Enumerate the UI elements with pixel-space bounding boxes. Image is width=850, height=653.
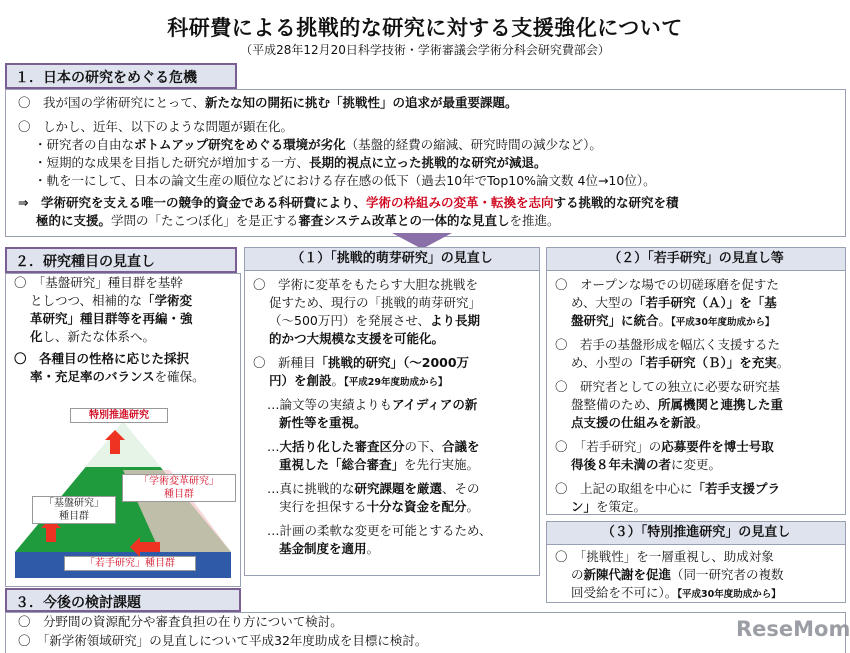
col1-heading: （１）「挑戦的萌芽研究」の見直し [245,248,539,271]
s3-line2: 〇 「新学術領域研究」の見直しについて平成32年度助成を目標に検討。 [18,633,428,648]
s2-line1: 〇 「基盤研究」種目群を基幹 [14,275,183,290]
c1-line9: …大括り化した審査区分の下、合議を [267,439,480,454]
c1-line11: …真に挑戦的な研究課題を厳選、その [267,481,480,496]
s2-line3: 革研究」種目群等を再編・強 [30,311,193,326]
s2-line6: 率・充足率のバランスを確保。 [30,369,205,384]
section1-heading: １．日本の研究をめぐる危機 [5,63,237,89]
c1-line3: （～500万円）を発展させ、より長期 [269,313,480,328]
c2-line10: 得後８年未満の者に変更。 [571,457,722,472]
pyramid-label-top: 特別推進研究 [70,408,168,423]
section2-heading: ２．研究種目の見直し [5,247,237,273]
col3-heading: （３）「特別推進研究」の見直し [547,522,845,545]
page-title: 科研費による挑戦的な研究に対する支援強化について [167,16,683,40]
c3-line1: 〇 「挑戦性」を一層重視し、助成対象 [555,549,774,564]
s2-line2: としつつ、相補的な「学術変 [30,293,193,308]
s2-line5: 〇 各種目の性格に応じた採択 [14,351,190,366]
c2-line8: 点支援の仕組みを新設。 [571,415,709,430]
c1-line2: 促すため、現行の「挑戦的萌芽研究」 [269,295,482,310]
s1-line7: 極的に支援。学問の「たこつぼ化」を是正する審査システム改革との一体的な見直しを推進。 [36,213,560,228]
c2-line2: め、大型の「若手研究（Ａ）」を「基 [571,295,777,310]
col2-box [546,247,846,515]
c1-line8: 新性等を重視。 [279,415,367,430]
c2-line3: 盤研究」に統合。【平成30年度助成から】 [571,313,775,328]
s1-line3: ・研究者の自由なボトムアップ研究をめぐる環境が劣化（基盤的経費の縮減、研究時間の減少など）。 [34,137,602,152]
c1-line7: …論文等の実績よりもアイディアの新 [267,397,478,412]
page-subtitle: （平成28年12月20日科学技術・学術審議会学術分科会研究費部会） [240,43,610,57]
c2-line5: め、小型の「若手研究（Ｂ）」を充実。 [571,355,790,370]
c2-line9: 〇 「若手研究」の応募要件を博士号取 [555,439,774,454]
section3-heading: ３．今後の検討課題 [5,588,241,612]
s1-line5: ・軌を一にして、日本の論文生産の順位などにおける存在感の低下（過去10年でTop10%論文数 4位→10位）。 [34,173,656,188]
c1-line13: …計画の柔軟な変更を可能とするため、 [267,523,492,538]
c2-line11: 〇 上記の取組を中心に「若手支援プラ [555,481,781,496]
c1-line10: 重視した「総合審査」を先行実施。 [279,457,480,472]
c2-line7: 盤整備のため、所属機関と連携した重 [571,397,784,412]
s2-line4: 化し、新たな体系へ。 [30,329,156,344]
section1-box [5,89,846,237]
section2-box [5,273,241,587]
pyramid-label-left: 「基盤研究」 種目群 [32,496,116,524]
pyramid-top-area [85,422,161,467]
c1-line4: 的かつ大規模な支援を可能化。 [269,331,445,346]
watermark-logo: ReseMom [736,617,850,641]
s3-line1: 〇 分野間の資源配分や審査負担の在り方について検討。 [18,614,343,629]
col2-heading: （２）「若手研究」の見直し等 [547,248,845,271]
c2-line1: 〇 オープンな場での切磋琢磨を促すた [555,277,779,292]
pyramid-label-bottom: 「若手研究」種目群 [64,556,196,571]
c2-line4: 〇 若手の基盤形成を幅広く支援するた [555,337,781,352]
c1-line5: 〇 新種目「挑戦的研究」（～2000万 [253,355,470,370]
c1-line1: 〇 学術に変革をもたらす大胆な挑戦を [253,277,479,292]
c1-line6: 円）を創設。【平成29年度助成から】 [269,373,448,388]
col1-box [244,247,540,576]
s1-line6: ⇒ 学術研究を支える唯一の競争的資金である科研費により、学術の枠組みの変革・転換を志向する挑戦的な研究を積 [18,195,679,210]
c3-line2: の新陳代謝を促進（同一研究者の複数 [571,567,784,582]
c1-line14: 基金制度を適用。 [279,541,380,556]
col3-box [546,521,846,603]
s1-line2: 〇 しかし、近年、以下のような問題が顕在化。 [18,119,294,134]
s1-line4: ・短期的な成果を目指した研究が増加する一方、長期的視点に立った挑戦的な研究が減退。 [34,155,547,170]
section3-box [5,612,846,653]
c3-line3: 回受給を不可に）。【平成30年度助成から】 [571,585,781,600]
c1-line12: 実行を担保する十分な資金を配分。 [279,499,480,514]
pyramid-label-right: 「学術変革研究」 種目群 [122,474,236,502]
c2-line6: 〇 研究者としての独立に必要な研究基 [555,379,781,394]
s1-line1: 〇 我が国の学術研究にとって、新たな知の開拓に挑む「挑戦性」の追求が最重要課題。 [18,95,518,110]
c2-line12: ン」を策定。 [571,499,647,514]
